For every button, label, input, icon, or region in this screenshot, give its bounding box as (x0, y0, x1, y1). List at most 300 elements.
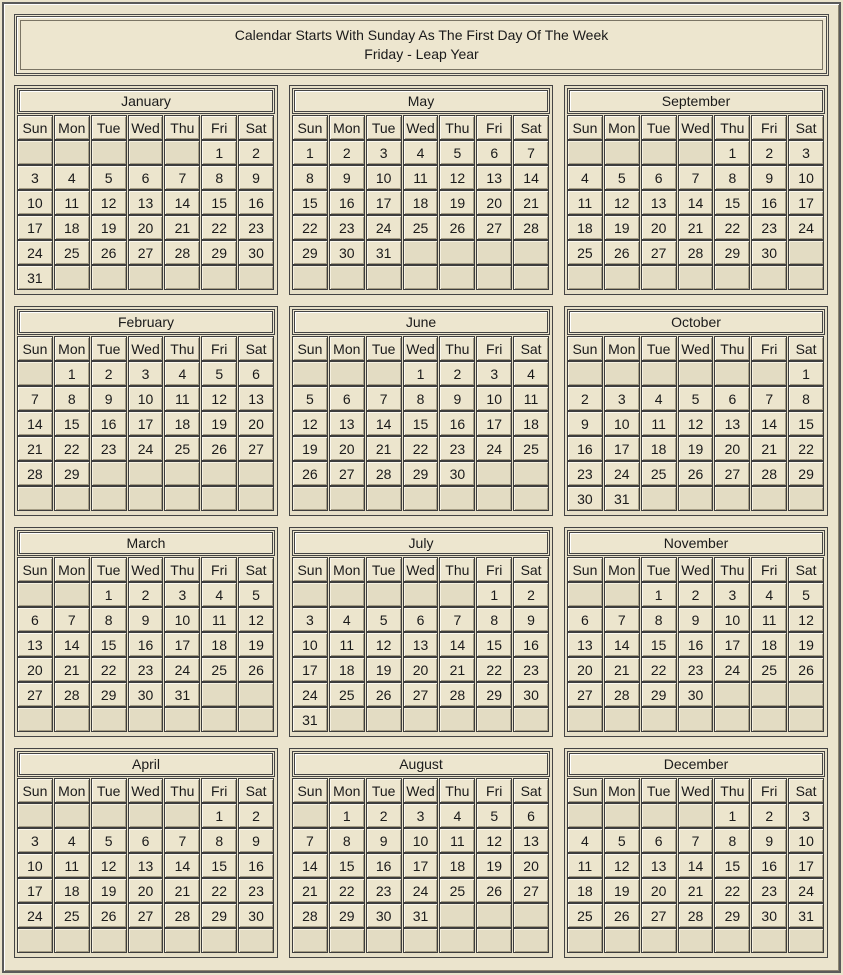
day-cell: 30 (751, 240, 787, 265)
weekday-header: Mon (329, 336, 365, 361)
day-cell: 8 (329, 828, 365, 853)
empty-cell (678, 803, 714, 828)
day-cell: 1 (329, 803, 365, 828)
day-cell: 21 (678, 878, 714, 903)
day-cell: 23 (366, 878, 402, 903)
weekday-header: Sun (17, 557, 53, 582)
day-cell: 24 (788, 878, 824, 903)
empty-cell (476, 928, 512, 953)
empty-cell (54, 707, 90, 732)
empty-cell (17, 361, 53, 386)
empty-cell (403, 582, 439, 607)
day-cell: 19 (439, 190, 475, 215)
weekday-header: Wed (403, 557, 439, 582)
day-cell: 21 (439, 657, 475, 682)
empty-cell (201, 928, 237, 953)
day-cell: 8 (201, 165, 237, 190)
empty-cell (567, 928, 603, 953)
weekday-header: Thu (164, 557, 200, 582)
weekday-header: Tue (91, 115, 127, 140)
day-cell: 20 (513, 853, 549, 878)
day-cell: 18 (54, 215, 90, 240)
day-cell: 7 (513, 140, 549, 165)
empty-cell (751, 682, 787, 707)
day-cell: 19 (678, 436, 714, 461)
day-cell: 31 (366, 240, 402, 265)
empty-cell (201, 486, 237, 511)
day-cell: 24 (788, 215, 824, 240)
empty-cell (788, 682, 824, 707)
empty-cell (788, 486, 824, 511)
day-cell: 26 (604, 903, 640, 928)
empty-cell (329, 928, 365, 953)
weekday-header: Thu (164, 336, 200, 361)
empty-cell (201, 682, 237, 707)
day-cell: 22 (201, 215, 237, 240)
day-cell: 7 (17, 386, 53, 411)
day-cell: 24 (17, 903, 53, 928)
day-cell: 2 (91, 361, 127, 386)
empty-cell (238, 928, 274, 953)
day-cell: 21 (54, 657, 90, 682)
day-cell: 3 (164, 582, 200, 607)
empty-cell (641, 803, 677, 828)
empty-cell (403, 240, 439, 265)
weekday-header: Mon (54, 778, 90, 803)
month-title: September (567, 88, 825, 114)
month-february (14, 306, 278, 516)
day-cell: 30 (513, 682, 549, 707)
weekday-header: Wed (678, 115, 714, 140)
day-cell: 20 (403, 657, 439, 682)
day-cell: 27 (513, 878, 549, 903)
day-cell: 4 (403, 140, 439, 165)
empty-cell (513, 486, 549, 511)
empty-cell (604, 140, 640, 165)
day-cell: 1 (403, 361, 439, 386)
day-cell: 21 (678, 215, 714, 240)
weekday-header: Sat (238, 115, 274, 140)
day-cell: 6 (567, 607, 603, 632)
month-grid (567, 557, 825, 732)
day-cell: 29 (329, 903, 365, 928)
day-cell: 29 (201, 240, 237, 265)
day-cell: 5 (439, 140, 475, 165)
day-cell: 4 (567, 828, 603, 853)
empty-cell (513, 461, 549, 486)
header-title: Calendar Starts With Sunday As The First Day Of The Week (234, 27, 609, 43)
weekday-header: Sun (292, 115, 328, 140)
empty-cell (17, 928, 53, 953)
day-cell: 8 (91, 607, 127, 632)
empty-cell (201, 461, 237, 486)
day-cell: 10 (164, 607, 200, 632)
day-cell: 29 (641, 682, 677, 707)
day-cell: 6 (128, 165, 164, 190)
weekday-header: Tue (641, 336, 677, 361)
day-cell: 11 (513, 386, 549, 411)
day-cell: 11 (751, 607, 787, 632)
day-cell: 22 (292, 215, 328, 240)
day-cell: 9 (238, 828, 274, 853)
empty-cell (439, 240, 475, 265)
empty-cell (678, 361, 714, 386)
weekday-header: Thu (714, 778, 750, 803)
month-september (564, 85, 828, 295)
day-cell: 29 (403, 461, 439, 486)
weekday-header: Tue (641, 115, 677, 140)
day-cell: 20 (238, 411, 274, 436)
day-cell: 29 (54, 461, 90, 486)
day-cell: 8 (201, 828, 237, 853)
day-cell: 29 (788, 461, 824, 486)
empty-cell (567, 140, 603, 165)
day-cell: 14 (164, 853, 200, 878)
day-cell: 1 (292, 140, 328, 165)
day-cell: 4 (567, 165, 603, 190)
day-cell: 5 (201, 361, 237, 386)
day-cell: 21 (17, 436, 53, 461)
day-cell: 9 (678, 607, 714, 632)
day-cell: 16 (439, 411, 475, 436)
day-cell: 3 (403, 803, 439, 828)
month-december (564, 748, 828, 958)
day-cell: 1 (788, 361, 824, 386)
day-cell: 15 (714, 853, 750, 878)
day-cell: 22 (54, 436, 90, 461)
empty-cell (366, 928, 402, 953)
empty-cell (567, 707, 603, 732)
day-cell: 26 (604, 240, 640, 265)
day-cell: 2 (513, 582, 549, 607)
day-cell: 1 (54, 361, 90, 386)
day-cell: 13 (567, 632, 603, 657)
empty-cell (641, 361, 677, 386)
day-cell: 17 (476, 411, 512, 436)
day-cell: 16 (238, 853, 274, 878)
empty-cell (164, 928, 200, 953)
day-cell: 12 (201, 386, 237, 411)
day-cell: 12 (788, 607, 824, 632)
day-cell: 19 (604, 215, 640, 240)
weekday-header: Tue (91, 557, 127, 582)
month-august (289, 748, 553, 958)
day-cell: 20 (714, 436, 750, 461)
day-cell: 23 (513, 657, 549, 682)
empty-cell (751, 265, 787, 290)
month-grid (292, 557, 550, 732)
month-title: November (567, 530, 825, 556)
day-cell: 7 (292, 828, 328, 853)
weekday-header: Mon (54, 115, 90, 140)
day-cell: 8 (476, 607, 512, 632)
day-cell: 31 (164, 682, 200, 707)
month-grid (17, 778, 275, 953)
month-july (289, 527, 553, 737)
day-cell: 23 (678, 657, 714, 682)
weekday-header: Fri (201, 557, 237, 582)
day-cell: 16 (238, 190, 274, 215)
weekday-header: Sat (513, 115, 549, 140)
day-cell: 27 (476, 215, 512, 240)
day-cell: 4 (329, 607, 365, 632)
day-cell: 6 (128, 828, 164, 853)
day-cell: 20 (641, 878, 677, 903)
weekday-header: Fri (476, 115, 512, 140)
weekday-header: Sat (513, 336, 549, 361)
empty-cell (54, 928, 90, 953)
day-cell: 4 (751, 582, 787, 607)
weekday-header: Thu (714, 336, 750, 361)
day-cell: 18 (439, 853, 475, 878)
day-cell: 9 (439, 386, 475, 411)
empty-cell (641, 707, 677, 732)
day-cell: 22 (788, 436, 824, 461)
empty-cell (128, 265, 164, 290)
empty-cell (164, 486, 200, 511)
weekday-header: Mon (329, 115, 365, 140)
empty-cell (513, 707, 549, 732)
weekday-header: Sun (292, 336, 328, 361)
day-cell: 16 (366, 853, 402, 878)
day-cell: 5 (678, 386, 714, 411)
day-cell: 25 (164, 436, 200, 461)
day-cell: 4 (164, 361, 200, 386)
day-cell: 10 (17, 853, 53, 878)
empty-cell (678, 486, 714, 511)
month-grid (567, 778, 825, 953)
empty-cell (714, 682, 750, 707)
day-cell: 12 (439, 165, 475, 190)
empty-cell (476, 240, 512, 265)
empty-cell (476, 903, 512, 928)
weekday-header: Mon (329, 778, 365, 803)
weekday-header: Sat (513, 557, 549, 582)
day-cell: 6 (641, 165, 677, 190)
day-cell: 27 (641, 903, 677, 928)
month-november (564, 527, 828, 737)
day-cell: 7 (366, 386, 402, 411)
day-cell: 17 (164, 632, 200, 657)
day-cell: 3 (788, 803, 824, 828)
empty-cell (439, 486, 475, 511)
month-grid (292, 778, 550, 953)
day-cell: 21 (292, 878, 328, 903)
day-cell: 28 (513, 215, 549, 240)
calendar-header (14, 14, 829, 76)
day-cell: 3 (128, 361, 164, 386)
empty-cell (678, 265, 714, 290)
empty-cell (403, 707, 439, 732)
day-cell: 1 (201, 140, 237, 165)
empty-cell (476, 707, 512, 732)
day-cell: 9 (238, 165, 274, 190)
day-cell: 9 (751, 828, 787, 853)
day-cell: 8 (403, 386, 439, 411)
weekday-header: Tue (91, 336, 127, 361)
day-cell: 15 (91, 632, 127, 657)
day-cell: 15 (714, 190, 750, 215)
empty-cell (292, 803, 328, 828)
day-cell: 14 (678, 190, 714, 215)
day-cell: 26 (366, 682, 402, 707)
day-cell: 12 (292, 411, 328, 436)
day-cell: 5 (238, 582, 274, 607)
day-cell: 14 (513, 165, 549, 190)
empty-cell (604, 928, 640, 953)
day-cell: 15 (201, 853, 237, 878)
day-cell: 21 (751, 436, 787, 461)
day-cell: 23 (751, 215, 787, 240)
day-cell: 19 (91, 215, 127, 240)
weekday-header: Sun (17, 115, 53, 140)
day-cell: 25 (751, 657, 787, 682)
empty-cell (567, 803, 603, 828)
day-cell: 28 (164, 903, 200, 928)
weekday-header: Wed (403, 778, 439, 803)
day-cell: 21 (164, 878, 200, 903)
day-cell: 7 (164, 828, 200, 853)
day-cell: 2 (567, 386, 603, 411)
day-cell: 19 (201, 411, 237, 436)
empty-cell (604, 361, 640, 386)
day-cell: 27 (238, 436, 274, 461)
day-cell: 2 (238, 803, 274, 828)
day-cell: 7 (604, 607, 640, 632)
day-cell: 13 (329, 411, 365, 436)
day-cell: 18 (751, 632, 787, 657)
empty-cell (714, 486, 750, 511)
day-cell: 5 (292, 386, 328, 411)
empty-cell (366, 582, 402, 607)
day-cell: 28 (751, 461, 787, 486)
day-cell: 6 (403, 607, 439, 632)
day-cell: 30 (678, 682, 714, 707)
weekday-header: Tue (366, 336, 402, 361)
day-cell: 23 (238, 215, 274, 240)
empty-cell (678, 140, 714, 165)
day-cell: 2 (751, 803, 787, 828)
weekday-header: Fri (476, 336, 512, 361)
day-cell: 10 (17, 190, 53, 215)
weekday-header: Sat (238, 557, 274, 582)
weekday-header: Mon (604, 336, 640, 361)
month-may (289, 85, 553, 295)
empty-cell (292, 928, 328, 953)
day-cell: 20 (567, 657, 603, 682)
day-cell: 11 (54, 190, 90, 215)
day-cell: 13 (714, 411, 750, 436)
day-cell: 14 (292, 853, 328, 878)
day-cell: 30 (567, 486, 603, 511)
day-cell: 3 (714, 582, 750, 607)
day-cell: 3 (604, 386, 640, 411)
month-title: June (292, 309, 550, 335)
day-cell: 18 (641, 436, 677, 461)
day-cell: 12 (91, 190, 127, 215)
empty-cell (128, 707, 164, 732)
weekday-header: Wed (403, 115, 439, 140)
weekday-header: Mon (329, 557, 365, 582)
empty-cell (292, 486, 328, 511)
month-grid (567, 115, 825, 290)
day-cell: 24 (714, 657, 750, 682)
day-cell: 26 (476, 878, 512, 903)
day-cell: 20 (641, 215, 677, 240)
empty-cell (513, 240, 549, 265)
day-cell: 16 (329, 190, 365, 215)
day-cell: 9 (513, 607, 549, 632)
day-cell: 25 (403, 215, 439, 240)
day-cell: 13 (238, 386, 274, 411)
day-cell: 18 (201, 632, 237, 657)
weekday-header: Wed (128, 115, 164, 140)
day-cell: 13 (641, 853, 677, 878)
day-cell: 24 (17, 240, 53, 265)
day-cell: 24 (164, 657, 200, 682)
empty-cell (292, 582, 328, 607)
weekday-header: Sun (292, 778, 328, 803)
day-cell: 25 (567, 240, 603, 265)
day-cell: 19 (604, 878, 640, 903)
day-cell: 11 (641, 411, 677, 436)
day-cell: 2 (329, 140, 365, 165)
day-cell: 25 (439, 878, 475, 903)
day-cell: 27 (567, 682, 603, 707)
day-cell: 13 (128, 853, 164, 878)
empty-cell (366, 486, 402, 511)
day-cell: 29 (201, 903, 237, 928)
day-cell: 29 (292, 240, 328, 265)
empty-cell (604, 582, 640, 607)
day-cell: 12 (476, 828, 512, 853)
day-cell: 27 (714, 461, 750, 486)
day-cell: 26 (788, 657, 824, 682)
day-cell: 24 (128, 436, 164, 461)
empty-cell (439, 903, 475, 928)
empty-cell (292, 361, 328, 386)
empty-cell (476, 486, 512, 511)
month-march (14, 527, 278, 737)
day-cell: 12 (604, 853, 640, 878)
day-cell: 14 (164, 190, 200, 215)
day-cell: 19 (238, 632, 274, 657)
empty-cell (641, 928, 677, 953)
day-cell: 28 (292, 903, 328, 928)
weekday-header: Tue (366, 115, 402, 140)
empty-cell (91, 461, 127, 486)
day-cell: 10 (788, 828, 824, 853)
day-cell: 25 (54, 240, 90, 265)
day-cell: 26 (91, 903, 127, 928)
day-cell: 26 (238, 657, 274, 682)
day-cell: 14 (678, 853, 714, 878)
day-cell: 26 (292, 461, 328, 486)
day-cell: 8 (54, 386, 90, 411)
empty-cell (91, 928, 127, 953)
day-cell: 25 (513, 436, 549, 461)
day-cell: 10 (403, 828, 439, 853)
day-cell: 16 (128, 632, 164, 657)
day-cell: 13 (513, 828, 549, 853)
day-cell: 6 (513, 803, 549, 828)
month-january (14, 85, 278, 295)
weekday-header: Fri (201, 336, 237, 361)
day-cell: 30 (128, 682, 164, 707)
day-cell: 11 (439, 828, 475, 853)
day-cell: 18 (54, 878, 90, 903)
day-cell: 23 (439, 436, 475, 461)
